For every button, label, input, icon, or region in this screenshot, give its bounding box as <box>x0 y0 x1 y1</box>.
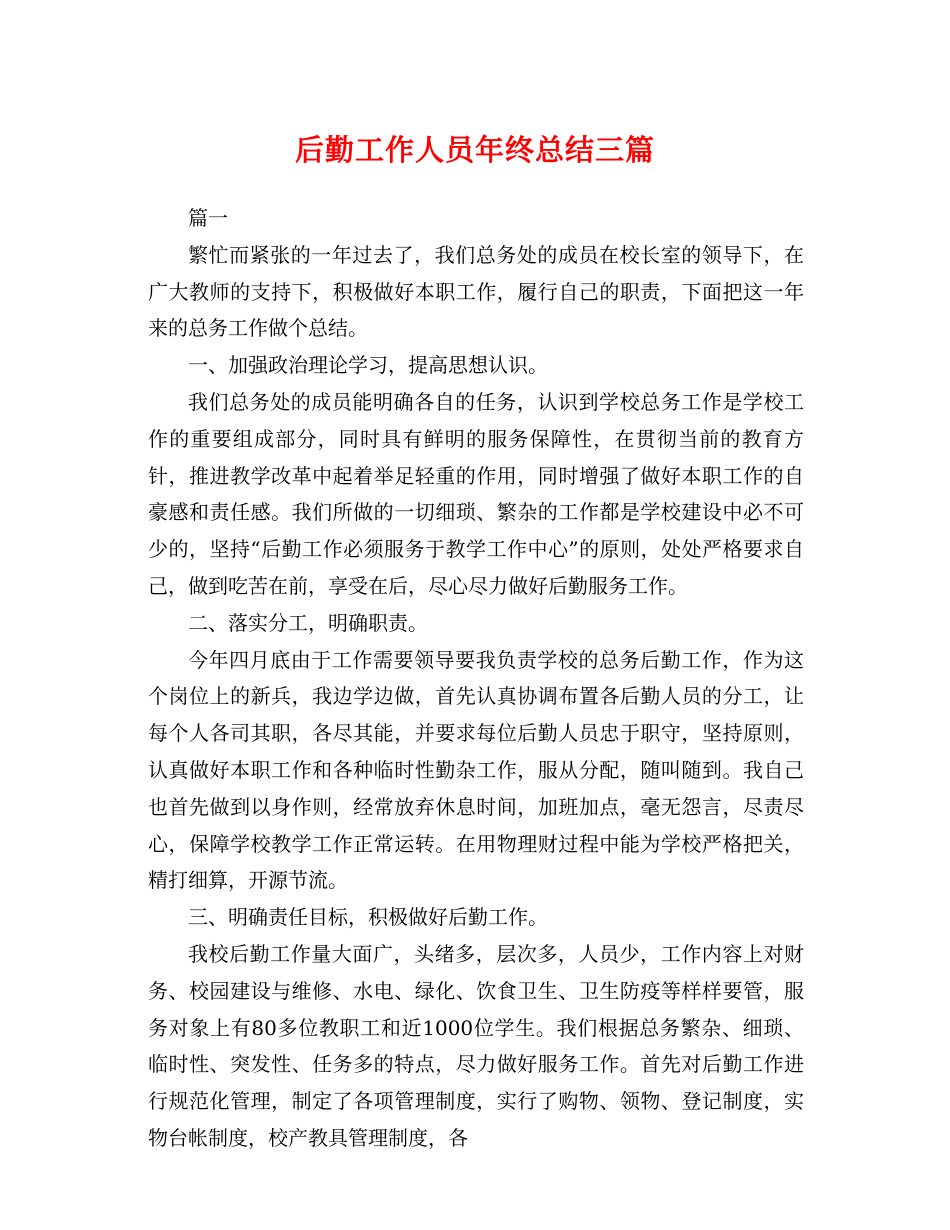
section-label: 篇一 <box>188 206 228 230</box>
paragraph: 今年四月底由于工作需要领导要我负责学校的总务后勤工作，作为这个岗位上的新兵，我边学边做，首先认真协调布置各后勤人员的分工，让每个人各司其职，各尽其能，并要求每位后勤人员忠于职守，坚持原则，认真做好本职工作和各种临时性勤杂工作，服从分配，随叫随到。我自己也首先做到以身作则，经常放弃休息时间，加班加点，毫无怨言，尽责尽心，保障学校教学工作正常运转。在用物理财过程中能为学校严格把关，精打细算，开源节流。 <box>148 647 804 893</box>
paragraph: 我们总务处的成员能明确各自的任务，认识到学校总务工作是学校工作的重要组成部分，同时具有鲜明的服务保障性，在贯彻当前的教育方针，推进教学改革中起着举足轻重的作用，同时增强了做好本职工作的自豪感和责任感。我们所做的一切细琐、繁杂的工作都是学校建设中必不可少的，坚持“后勤工作必须服务于教学工作中心”的原则，处处严格要求自己，做到吃苦在前，享受在后，尽心尽力做好后勤服务工作。 <box>148 389 804 598</box>
section-heading: 三、明确责任目标，积极做好后勤工作。 <box>188 905 548 930</box>
document-body <box>148 200 804 1157</box>
paragraph: 我校后勤工作量大面广，头绪多，层次多，人员少，工作内容上对财务、校园建设与维修、水电、绿化、饮食卫生、卫生防疫等样样要管，服务对象上有80多位教职工和近1000位学生。我们根据总务繁杂、细琐、临时性、突发性、任务多的特点，尽力做好服务工作。首先对后勤工作进行规范化管理，制定了各项管理制度，实行了购物、领物、登记制度，实物台帐制度，校产教具管理制度，各 <box>148 941 804 1150</box>
section-heading: 一、加强政治理论学习，提高思想认识。 <box>188 353 548 378</box>
section-heading: 二、落实分工，明确职责。 <box>188 610 428 635</box>
paragraph: 繁忙而紧张的一年过去了，我们总务处的成员在校长室的领导下，在广大教师的支持下，积极做好本职工作，履行自己的职责，下面把这一年来的总务工作做个总结。 <box>148 242 804 341</box>
document-title: 后勤工作人员年终总结三篇 <box>294 133 655 167</box>
